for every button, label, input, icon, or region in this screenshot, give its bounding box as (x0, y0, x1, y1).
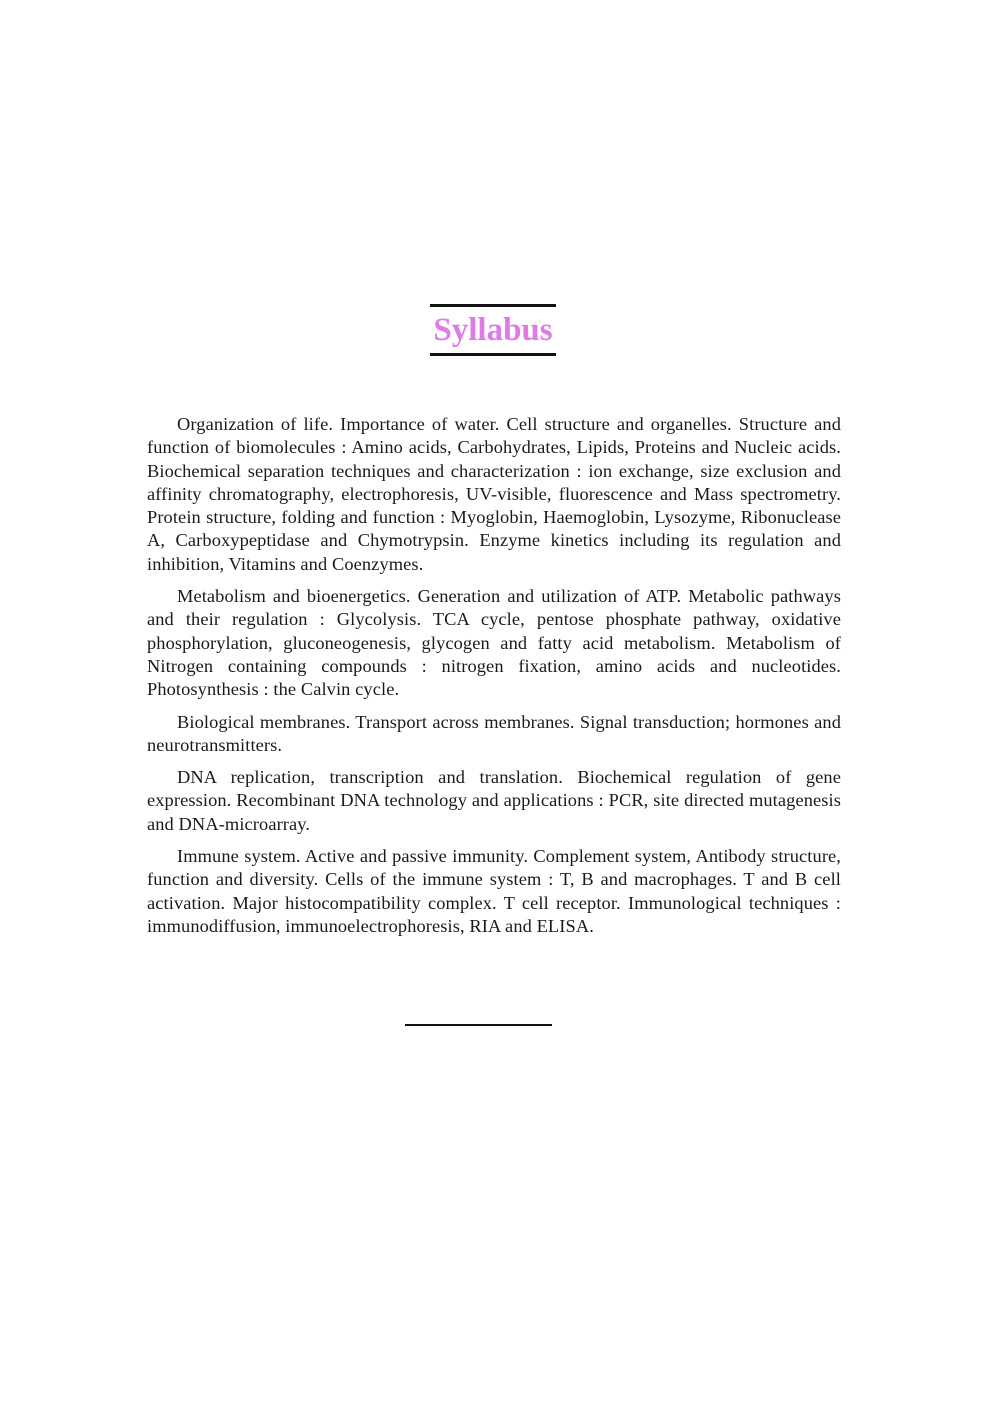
page-title: Syllabus (433, 312, 553, 348)
paragraph-immune: Immune system. Active and passive immunity. Complement system, Antibody structure, function and diversity. Cells of the immune system : T, B and macrophages. T and B cell activation. Major histocompatibility complex. T cell receptor. Immunological techniques : immunodiffusion, immunoelectrophoresis, RIA and ELISA. (147, 846, 841, 936)
end-rule (405, 1024, 552, 1026)
paragraph-membranes: Biological membranes. Transport across membranes. Signal transduction; hormones and neurotransmitters. (147, 711, 841, 755)
title-bottom-rule (430, 353, 556, 356)
paragraph-metabolism: Metabolism and bioenergetics. Generation and utilization of ATP. Metabolic pathways and their regulation : Glycolysis. TCA cycle, pentose phosphate pathway, oxidative phosphorylation, gluconeogenesis, glycogen and fatty acid metabolism. Metabolism of Nitrogen containing compounds : nitrogen fixation, amino acids and nucleotides. Photosynthesis : the Calvin cycle. (147, 586, 841, 700)
paragraph-biomolecules: Organization of life. Importance of water. Cell structure and organelles. Structure and function of biomolecules : Amino acids, Carbohydrates, Lipids, Proteins and Nucleic acids. Biochemical separation techniques and characterization : ion exchange, size exclusion and affinity chromatography, electrophoresis, UV-visible, fluorescence and Mass spectrometry. Protein structure, folding and function : Myoglobin, Haemoglobin, Lysozyme, Ribonuclease A, Carboxypeptidase and Chymotrypsin. Enzyme kinetics including its regulation and inhibition, Vitamins and Coenzymes. (147, 414, 841, 574)
title-block (430, 304, 556, 356)
syllabus-body (147, 413, 841, 947)
paragraph-dna: DNA replication, transcription and translation. Biochemical regulation of gene expression. Recombinant DNA technology and applications : PCR, site directed mutagenesis and DNA-microarray. (147, 767, 841, 834)
